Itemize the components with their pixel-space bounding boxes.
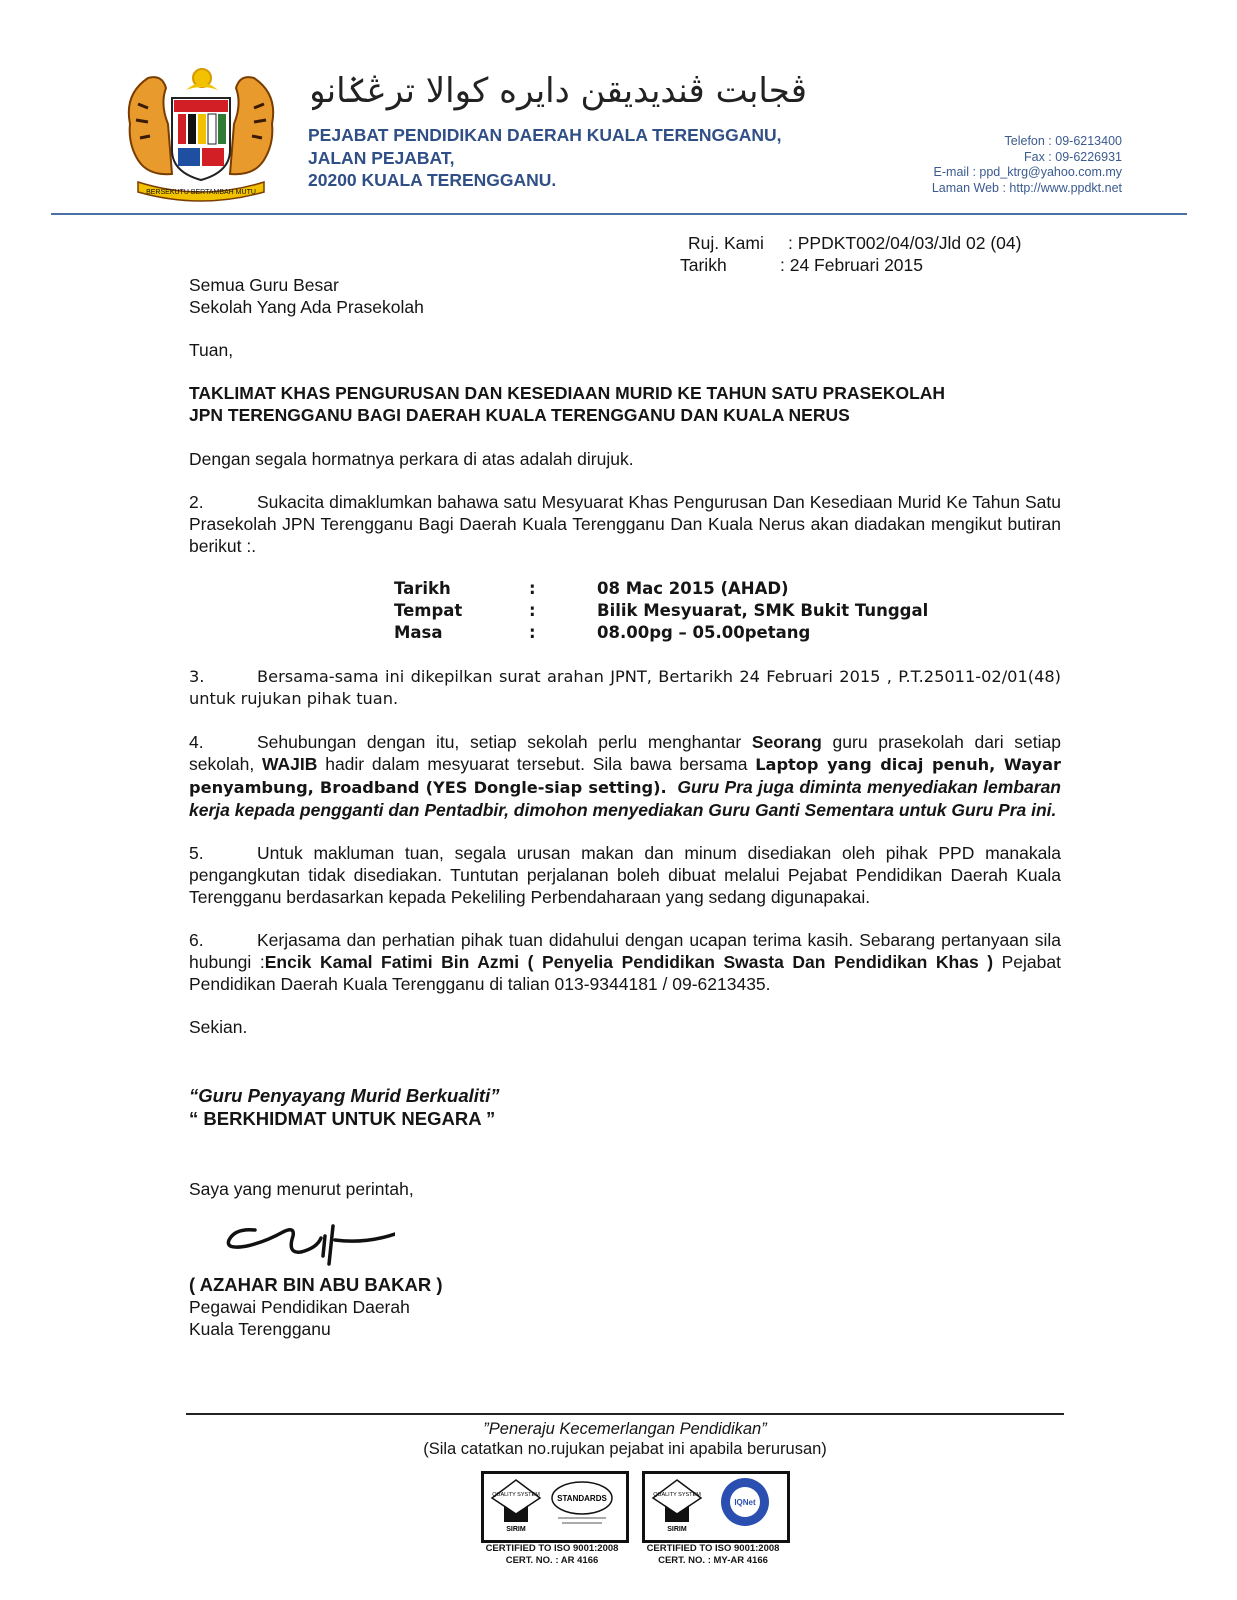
subject-line-1: TAKLIMAT KHAS PENGURUSAN DAN KESEDIAAN MURID KE TAHUN SATU PRASEKOLAH — [189, 383, 946, 403]
paragraph-text: guru prasekolah dari setiap sekolah, — [189, 732, 1061, 774]
paragraph-text: Bersama-sama ini dikepilkan surat arahan JPNT, Bertarikh 24 Februari 2015 , P.T.25011-02/01(48) untuk rujukan pihak tuan. — [189, 667, 1061, 708]
office-line-2: JALAN PEJABAT, — [308, 147, 455, 168]
subject-line-2: JPN TERENGGANU BAGI DAERAH KUALA TERENGGANU DAN KUALA NERUS — [189, 405, 850, 425]
paragraph-text: Pejabat Pendidikan Daerah Kuala Terengganu di talian 013-9344181 / 09-6213435. — [189, 952, 1061, 994]
office-address — [308, 124, 782, 192]
signer-place: Kuala Terengganu — [189, 1319, 331, 1339]
fax-text: Fax : 09-6226931 — [1024, 149, 1122, 164]
jawi-script-image — [312, 60, 812, 118]
cert-number: CERT. NO. : MY-AR 4166 — [658, 1555, 768, 1566]
website-text: Laman Web : http://www.ppdkt.net — [931, 180, 1122, 195]
detail-row — [394, 600, 1061, 622]
detail-separator: : — [529, 601, 536, 620]
contact-person: Encik Kamal Fatimi Bin Azmi ( Penyelia Pendidikan Swasta Dan Pendidikan Khas ) — [264, 952, 994, 972]
paragraph-5 — [189, 842, 1061, 908]
paragraph-2 — [189, 491, 1061, 557]
iqnet-cert-badge — [642, 1471, 790, 1543]
reference-block — [680, 232, 1022, 276]
detail-row — [394, 578, 1061, 600]
cert-caption-1 — [477, 1543, 627, 1567]
footer-tagline: ”Peneraju Kecemerlangan Pendidikan” — [483, 1420, 767, 1438]
quality-system-mark: QUALITY SYSTEM — [653, 1492, 701, 1498]
paragraph-number: 4. — [189, 732, 204, 752]
detail-row — [394, 622, 1061, 644]
detail-separator: : — [529, 579, 536, 598]
detail-value: Bilik Mesyuarat, SMK Bukit Tunggal — [597, 601, 929, 620]
quality-system-mark: QUALITY SYSTEM — [492, 1492, 540, 1498]
jawi-office-name — [312, 60, 812, 118]
emphasis-text: Laptop yang dicaj penuh, Wayar penyambung, Broadband (YES Dongle-siap setting). — [189, 755, 1062, 797]
meeting-details — [394, 578, 1061, 644]
iqnet-mark: IQNet — [734, 1498, 756, 1507]
sirim-brand: SIRIM — [506, 1526, 526, 1533]
paragraph-3 — [189, 666, 1061, 710]
closing: Sekian. — [189, 1017, 248, 1037]
cert-logos — [645, 1474, 781, 1534]
recipient — [189, 274, 1061, 318]
paragraph-number: 2. — [189, 492, 204, 512]
contact-info — [932, 134, 1122, 196]
recipient-line-2: Sekolah Yang Ada Prasekolah — [189, 297, 424, 317]
tarikh-value: : 24 Februari 2015 — [780, 255, 924, 275]
signer-title: Pegawai Pendidikan Daerah — [189, 1297, 410, 1317]
cert-logos — [484, 1474, 620, 1534]
paragraph-text: Sukacita dimaklumkan bahawa satu Mesyuarat Khas Pengurusan Dan Kesediaan Murid Ke Tahun Satu Prasekolah JPN Terengganu Bagi Daerah Kuala Terengganu Dan Kuala Nerus akan diadakan mengikut butiran berikut :. — [189, 492, 1061, 556]
detail-label: Masa — [394, 623, 443, 642]
emphasis-text: Seorang — [751, 732, 822, 752]
paragraph-4 — [189, 731, 1061, 821]
paragraph-text: Kerjasama dan perhatian pihak tuan didahului dengan ucapan terima kasih. Sebarang pertanyaan sila hubungi : — [189, 930, 1061, 972]
paragraph-6 — [189, 929, 1061, 995]
paragraph-text: Sehubungan dengan itu, setiap sekolah perlu menghantar — [257, 732, 752, 752]
signature-image — [225, 1206, 395, 1266]
sirim-brand: SIRIM — [667, 1526, 687, 1533]
paragraph-number: 6. — [189, 930, 204, 950]
standards-mark: STANDARDS — [557, 1494, 607, 1503]
emphasis-text: WAJIB — [261, 754, 318, 774]
jawi-text: ڤجابت ڤنديديقن دايره كوالا ترڠݢانو — [312, 71, 807, 111]
email-text: E-mail : ppd_ktrg@yahoo.com.my — [933, 165, 1122, 179]
motto-line-2: “ BERKHIDMAT UNTUK NEGARA ” — [189, 1108, 496, 1129]
recipient-line-1: Semua Guru Besar — [189, 275, 339, 295]
paragraph-text: Untuk makluman tuan, segala urusan makan dan minum disediakan oleh pihak PPD manakala pengangkutan tidak disediakan. Tuntutan perjalanan boleh dibuat melalui Pejabat Pendidikan Daerah Kuala Terengganu berdasarkan kepada Pekeliling Perbendaharaan yang sedang digunapakai. — [189, 843, 1061, 907]
detail-value: 08.00pg – 05.00petang — [597, 623, 811, 642]
tarikh-label: Tarikh — [680, 255, 727, 275]
paragraph-1: Dengan segala hormatnya perkara di atas adalah dirujuk. — [189, 449, 634, 469]
emphasis-italic-text: Guru Pra juga diminta menyediakan lembaran kerja kepada pengganti dan Pentadbir, dimohon menyediakan Guru Ganti Sementara untuk Guru Pra ini. — [189, 777, 1061, 820]
coat-of-arms-logo — [118, 64, 284, 204]
motto — [189, 1084, 1061, 1130]
paragraph-text: hadir dalam mesyuarat tersebut. Sila bawa bersama — [317, 754, 756, 774]
ruj-value: : PPDKT002/04/03/Jld 02 (04) — [788, 233, 1022, 253]
office-line-1: PEJABAT PENDIDIKAN DAERAH KUALA TERENGGANU, — [308, 125, 782, 145]
signer-name: ( AZAHAR BIN ABU BAKAR ) — [189, 1274, 443, 1295]
sign-off: Saya yang menurut perintah, — [189, 1179, 414, 1199]
cert-number: CERT. NO. : AR 4166 — [505, 1555, 599, 1566]
crest-motto-text: BERSEKUTU BERTAMBAH MUTU — [146, 189, 256, 196]
detail-separator: : — [529, 623, 536, 642]
office-line-3: 20200 KUALA TERENGGANU. — [308, 170, 557, 190]
detail-value: 08 Mac 2015 (AHAD) — [597, 579, 789, 598]
paragraph-number: 3. — [189, 667, 205, 686]
detail-label: Tempat — [394, 601, 463, 620]
phone-text: Telefon : 09-6213400 — [1004, 134, 1122, 148]
detail-label: Tarikh — [394, 579, 451, 598]
header-divider — [51, 213, 1187, 215]
footer — [186, 1419, 1064, 1459]
cert-iso: CERTIFIED TO ISO 9001:2008 — [646, 1543, 780, 1554]
footer-divider — [186, 1413, 1064, 1415]
signature — [189, 1200, 1061, 1274]
paragraph-number: 5. — [189, 843, 204, 863]
subject-heading — [189, 382, 1061, 426]
cert-iso: CERTIFIED TO ISO 9001:2008 — [485, 1543, 619, 1554]
footer-note: (Sila catatkan no.rujukan pejabat ini apabila berurusan) — [423, 1440, 827, 1458]
ruj-label: Ruj. Kami — [688, 233, 764, 253]
motto-line-1: “Guru Penyayang Murid Berkualiti” — [189, 1085, 500, 1106]
letter-body — [189, 274, 1061, 1340]
sirim-cert-badge — [481, 1471, 629, 1543]
salutation: Tuan, — [189, 340, 234, 360]
cert-caption-2 — [638, 1543, 788, 1567]
